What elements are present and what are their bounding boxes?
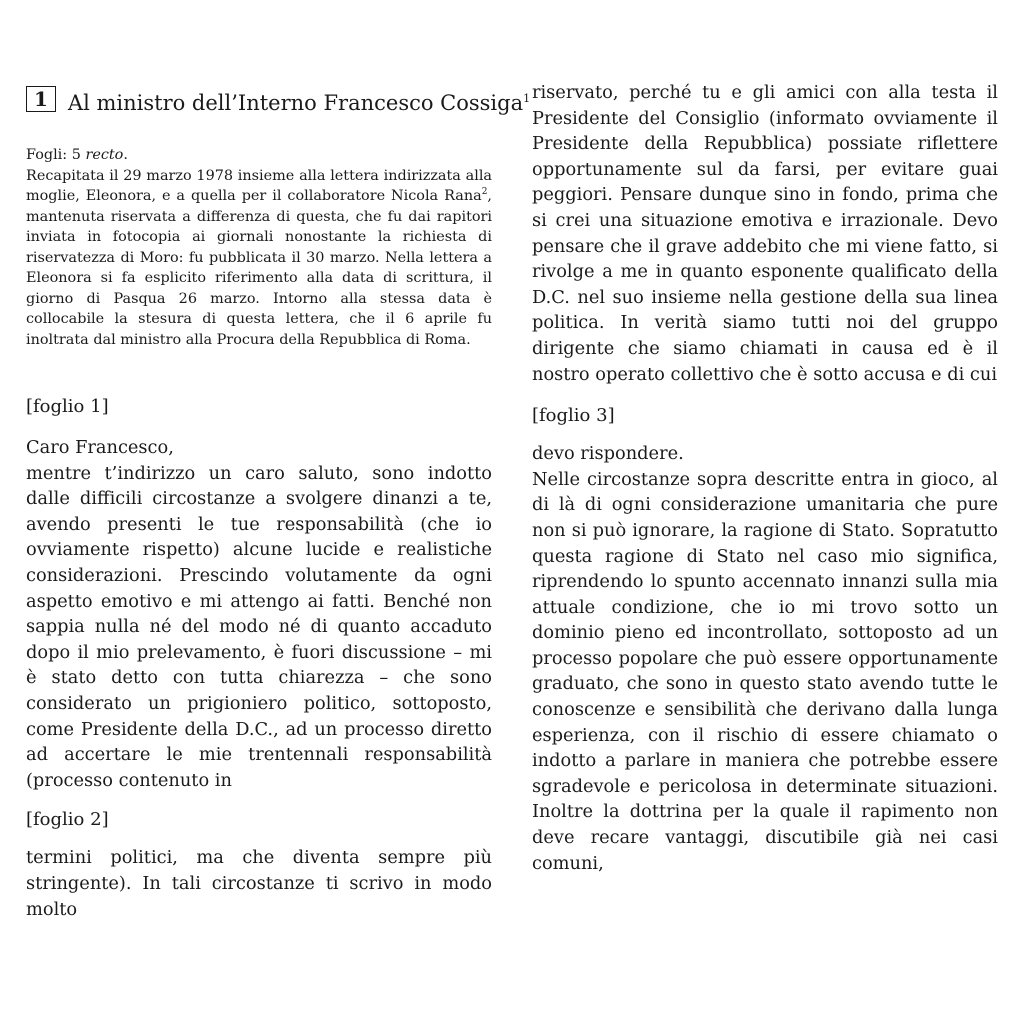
letter-sheet1: [26, 435, 492, 793]
editorial-note: [26, 145, 492, 350]
letter-sheet1-text: mentre t’indirizzo un caro saluto, sono indotto dalle difficili circostanze a svolgere dinanzi a te, avendo presenti le tue responsabilità (che io ovviamente rispetto) alcune lucide e realistiche considerazioni. Prescindo volutamente da ogni aspetto emotivo e mi attengo ai fatti. Benché non sappia nulla né del modo né di quanto accaduto dopo il mio prelevamento, è fuori discussione – mi è stato detto con tutta chiarezza – che sono considerato un prigioniero politico, sottoposto, come Presidente della D.C., ad un processo diretto ad accertare le mie trentennali responsabilità (processo contenuto in: [26, 462, 492, 791]
document-number: 1: [26, 86, 56, 112]
title-footnote-ref: 1: [523, 92, 531, 105]
letter-sheet3-first-line: devo rispondere.: [532, 443, 684, 465]
letter-sheet3: [532, 441, 998, 876]
sheet-marker-2: [foglio 2]: [26, 809, 109, 831]
letter-sheet2-left: [26, 845, 492, 922]
sheets-recto: recto: [85, 147, 124, 163]
letter-sheet3-text: Nelle circostanze sopra descritte entra in gioco, al di là di ogni considerazione umanitaria che pure non si può ignorare, la ragione di Stato. Sopratutto questa ragione di Stato nel caso mio significa, riprendendo lo spunto accennato innanzi sulla mia attuale condizione, che io mi trovo sotto un dominio pieno ed incontrollato, sottoposto ad un processo popolare che può essere opportunamente graduato, che sono in questo stato avendo tutte le conoscenze e sensibilità che derivano dalla lunga esperienza, con il rischio di essere chiamato o indotto a parlare in maniera che potrebbe essere sgradevole e pericolosa in determinate situazioni. Inoltre la dottrina per la quale il rapimento non deve recare vantaggi, discutibile già nei casi comuni,: [532, 468, 998, 874]
document-title-text: Al ministro dell’Interno Francesco Cossiga: [67, 91, 524, 115]
note-text-part1: Recapitata il 29 marzo 1978 insieme alla lettera indirizzata alla moglie, Eleonora, e a quella per il collaboratore Nicola Rana: [26, 167, 492, 204]
sheet-marker-3: [foglio 3]: [532, 405, 615, 427]
note-text-part2: , mantenuta riservata a differenza di questa, che fu dai rapitori inviata in fotocopia ai giornali nonostante la richiesta di riservatezza di Moro: fu pubblicata il 30 marzo. Nella lettera a Eleonora si fa esplicito riferimento alla data di scrittura, il giorno di Pasqua 26 marzo. Intorno alla stessa data è collocabile la stesura di questa lettera, che il 6 aprile fu inoltrata dal ministro alla Procura della Repubblica di Roma.: [26, 188, 492, 348]
note-text: [26, 166, 492, 351]
sheets-end: .: [123, 147, 128, 163]
document-heading: [26, 86, 531, 116]
sheets-info: [26, 145, 492, 166]
letter-sheet2-right: [532, 80, 998, 387]
sheet-marker-1: [foglio 1]: [26, 396, 109, 417]
left-column: [26, 80, 531, 922]
document-title: [68, 86, 530, 116]
letter-sheet2-right-text: riservato, perché tu e gli amici con alla testa il Presidente del Consiglio (informato ovviamente il Presidente della Repubblica) possiate riflettere opportunamente sul da farsi, per evitare guai peggiori. Pensare dunque sino in fondo, prima che si crei una situazione emotiva e irrazionale. Devo pensare che il grave addebito che mi viene fatto, si rivolge a me in quanto esponente qualificato della D.C. nel suo insieme nella gestione della sua linea politica. In verità siamo tutti noi del gruppo dirigente che siamo chiamati in causa ed è il nostro operato collettivo che è sotto accusa e di cui: [532, 82, 998, 385]
right-column: [532, 80, 998, 876]
sheets-label: Fogli: 5: [26, 147, 81, 163]
letter-sheet2-left-text: termini politici, ma che diventa sempre più stringente). In tali circostanze ti scrivo in modo molto: [26, 847, 492, 920]
letter-greeting: Caro Francesco,: [26, 437, 174, 458]
note-footnote-ref: 2: [481, 187, 488, 198]
